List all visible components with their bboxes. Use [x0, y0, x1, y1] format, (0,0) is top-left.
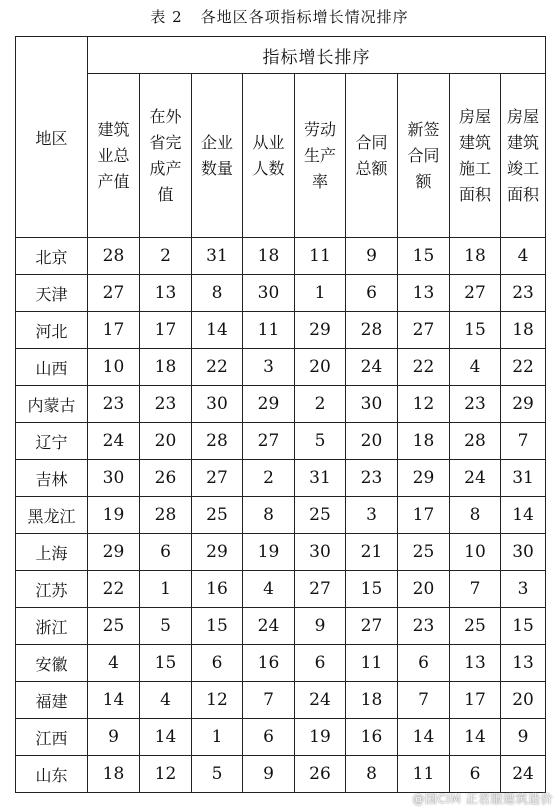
rank-cell: 11	[295, 238, 346, 275]
rank-cell: 3	[501, 571, 546, 608]
column-header: 劳动生产率	[295, 74, 346, 238]
rank-cell: 30	[346, 386, 398, 423]
rank-cell: 22	[398, 349, 450, 386]
rank-cell: 24	[501, 756, 546, 793]
table-row	[16, 349, 546, 386]
rank-cell: 25	[450, 608, 501, 645]
rank-cell: 9	[295, 608, 346, 645]
region-cell: 黑龙江	[16, 497, 88, 534]
rank-cell: 16	[243, 645, 295, 682]
rank-cell: 10	[88, 349, 140, 386]
region-cell: 山东	[16, 756, 88, 793]
rank-cell: 3	[346, 497, 398, 534]
region-cell: 浙江	[16, 608, 88, 645]
rank-cell: 11	[346, 645, 398, 682]
rank-cell: 13	[398, 275, 450, 312]
rank-cell: 19	[243, 534, 295, 571]
rank-cell: 18	[346, 682, 398, 719]
rank-cell: 13	[501, 645, 546, 682]
rank-cell: 27	[192, 460, 243, 497]
rank-cell: 27	[243, 423, 295, 460]
rank-cell: 24	[243, 608, 295, 645]
region-cell: 天津	[16, 275, 88, 312]
rank-cell: 5	[192, 756, 243, 793]
rank-cell: 9	[501, 719, 546, 756]
region-cell: 内蒙古	[16, 386, 88, 423]
table-row	[16, 238, 546, 275]
table-row	[16, 756, 546, 793]
rank-cell: 29	[88, 534, 140, 571]
rank-cell: 6	[192, 645, 243, 682]
rank-cell: 8	[192, 275, 243, 312]
rank-cell: 15	[140, 645, 192, 682]
region-cell: 江西	[16, 719, 88, 756]
table-row	[16, 423, 546, 460]
rank-cell: 7	[450, 571, 501, 608]
rank-cell: 13	[450, 645, 501, 682]
region-column-header: 地区	[16, 37, 88, 238]
rank-cell: 18	[140, 349, 192, 386]
column-header: 新签合同额	[398, 74, 450, 238]
watermark: @国CIM 正君服建筑造价	[412, 792, 553, 806]
rank-cell: 27	[450, 275, 501, 312]
rank-cell: 1	[192, 719, 243, 756]
rank-cell: 15	[192, 608, 243, 645]
rank-cell: 8	[243, 497, 295, 534]
rank-cell: 15	[398, 238, 450, 275]
rank-cell: 30	[88, 460, 140, 497]
region-cell: 安徽	[16, 645, 88, 682]
rank-cell: 25	[88, 608, 140, 645]
rank-cell: 22	[192, 349, 243, 386]
rank-cell: 23	[88, 386, 140, 423]
rank-cell: 13	[140, 275, 192, 312]
rank-cell: 15	[346, 571, 398, 608]
rank-cell: 23	[140, 386, 192, 423]
rank-cell: 20	[346, 423, 398, 460]
rank-cell: 18	[501, 312, 546, 349]
rank-cell: 31	[295, 460, 346, 497]
rank-cell: 9	[88, 719, 140, 756]
rank-cell: 27	[88, 275, 140, 312]
rank-cell: 24	[346, 349, 398, 386]
table-row	[16, 386, 546, 423]
rank-cell: 4	[88, 645, 140, 682]
column-header: 建筑业总产值	[88, 74, 140, 238]
rank-cell: 14	[501, 497, 546, 534]
rank-cell: 6	[398, 645, 450, 682]
rank-cell: 7	[398, 682, 450, 719]
rank-cell: 4	[243, 571, 295, 608]
rank-cell: 17	[450, 682, 501, 719]
rank-cell: 30	[501, 534, 546, 571]
rank-cell: 5	[140, 608, 192, 645]
header-row-columns	[16, 74, 546, 238]
rank-cell: 12	[192, 682, 243, 719]
rank-cell: 3	[243, 349, 295, 386]
rank-cell: 12	[398, 386, 450, 423]
rank-cell: 24	[450, 460, 501, 497]
rank-cell: 6	[450, 756, 501, 793]
rank-cell: 20	[295, 349, 346, 386]
table-row	[16, 571, 546, 608]
column-header: 房屋建筑施工面积	[450, 74, 501, 238]
column-header: 企业数量	[192, 74, 243, 238]
column-header: 房屋建筑竣工面积	[501, 74, 546, 238]
rank-cell: 2	[295, 386, 346, 423]
region-cell: 辽宁	[16, 423, 88, 460]
rank-cell: 20	[398, 571, 450, 608]
rank-cell: 14	[450, 719, 501, 756]
rank-cell: 31	[192, 238, 243, 275]
rank-cell: 18	[398, 423, 450, 460]
rank-cell: 30	[243, 275, 295, 312]
rank-cell: 29	[398, 460, 450, 497]
table-row	[16, 608, 546, 645]
rank-cell: 11	[243, 312, 295, 349]
region-cell: 北京	[16, 238, 88, 275]
rank-cell: 28	[192, 423, 243, 460]
rank-cell: 18	[88, 756, 140, 793]
rank-cell: 28	[450, 423, 501, 460]
rank-cell: 27	[398, 312, 450, 349]
rank-cell: 12	[140, 756, 192, 793]
rank-cell: 29	[501, 386, 546, 423]
table-body	[16, 238, 546, 793]
rank-cell: 30	[295, 534, 346, 571]
rank-cell: 28	[140, 497, 192, 534]
table-row	[16, 645, 546, 682]
rank-cell: 14	[140, 719, 192, 756]
rank-cell: 4	[140, 682, 192, 719]
rank-cell: 18	[243, 238, 295, 275]
rank-cell: 5	[295, 423, 346, 460]
rank-cell: 14	[192, 312, 243, 349]
caption-number: 表 2	[150, 8, 183, 26]
rank-cell: 20	[501, 682, 546, 719]
rank-cell: 19	[295, 719, 346, 756]
rank-cell: 17	[88, 312, 140, 349]
caption-title: 各地区各项指标增长情况排序	[200, 8, 409, 26]
rank-cell: 22	[88, 571, 140, 608]
rank-cell: 14	[88, 682, 140, 719]
column-header: 合同总额	[346, 74, 398, 238]
rank-cell: 17	[398, 497, 450, 534]
rank-cell: 27	[346, 608, 398, 645]
rank-cell: 15	[450, 312, 501, 349]
rank-cell: 25	[295, 497, 346, 534]
rank-cell: 30	[192, 386, 243, 423]
rank-cell: 7	[501, 423, 546, 460]
rank-cell: 7	[243, 682, 295, 719]
rank-cell: 23	[501, 275, 546, 312]
rank-cell: 20	[140, 423, 192, 460]
column-header: 从业人数	[243, 74, 295, 238]
rank-cell: 26	[295, 756, 346, 793]
table-row	[16, 534, 546, 571]
rank-cell: 23	[450, 386, 501, 423]
rank-cell: 27	[295, 571, 346, 608]
rank-cell: 29	[192, 534, 243, 571]
rank-cell: 28	[346, 312, 398, 349]
rank-cell: 2	[140, 238, 192, 275]
rank-cell: 28	[88, 238, 140, 275]
column-header: 在外省完成产值	[140, 74, 192, 238]
rank-cell: 26	[140, 460, 192, 497]
rank-cell: 19	[88, 497, 140, 534]
region-cell: 河北	[16, 312, 88, 349]
region-cell: 上海	[16, 534, 88, 571]
table-row	[16, 682, 546, 719]
rank-cell: 17	[140, 312, 192, 349]
rank-cell: 4	[450, 349, 501, 386]
table-caption	[0, 6, 559, 27]
rank-cell: 21	[346, 534, 398, 571]
table-row	[16, 719, 546, 756]
rank-cell: 16	[346, 719, 398, 756]
rank-cell: 25	[398, 534, 450, 571]
rank-cell: 8	[450, 497, 501, 534]
rank-cell: 6	[243, 719, 295, 756]
rank-cell: 15	[501, 608, 546, 645]
rank-cell: 23	[398, 608, 450, 645]
rank-cell: 9	[243, 756, 295, 793]
table-row	[16, 497, 546, 534]
rank-cell: 16	[192, 571, 243, 608]
region-cell: 江苏	[16, 571, 88, 608]
rank-cell: 25	[192, 497, 243, 534]
region-cell: 吉林	[16, 460, 88, 497]
rank-cell: 24	[295, 682, 346, 719]
rank-cell: 29	[295, 312, 346, 349]
rank-cell: 2	[243, 460, 295, 497]
rank-cell: 6	[295, 645, 346, 682]
rank-cell: 11	[398, 756, 450, 793]
group-column-header: 指标增长排序	[88, 37, 546, 74]
rank-cell: 24	[88, 423, 140, 460]
rank-cell: 14	[398, 719, 450, 756]
rank-cell: 23	[346, 460, 398, 497]
rank-cell: 6	[346, 275, 398, 312]
table-row	[16, 275, 546, 312]
rank-cell: 4	[501, 238, 546, 275]
rank-cell: 8	[346, 756, 398, 793]
rank-cell: 22	[501, 349, 546, 386]
rank-cell: 10	[450, 534, 501, 571]
rank-cell: 1	[295, 275, 346, 312]
region-cell: 山西	[16, 349, 88, 386]
rank-cell: 29	[243, 386, 295, 423]
ranking-table	[15, 36, 546, 793]
header-row-group	[16, 37, 546, 74]
table-row	[16, 460, 546, 497]
table-row	[16, 312, 546, 349]
rank-cell: 9	[346, 238, 398, 275]
rank-cell: 1	[140, 571, 192, 608]
rank-cell: 31	[501, 460, 546, 497]
rank-cell: 18	[450, 238, 501, 275]
rank-cell: 6	[140, 534, 192, 571]
region-cell: 福建	[16, 682, 88, 719]
